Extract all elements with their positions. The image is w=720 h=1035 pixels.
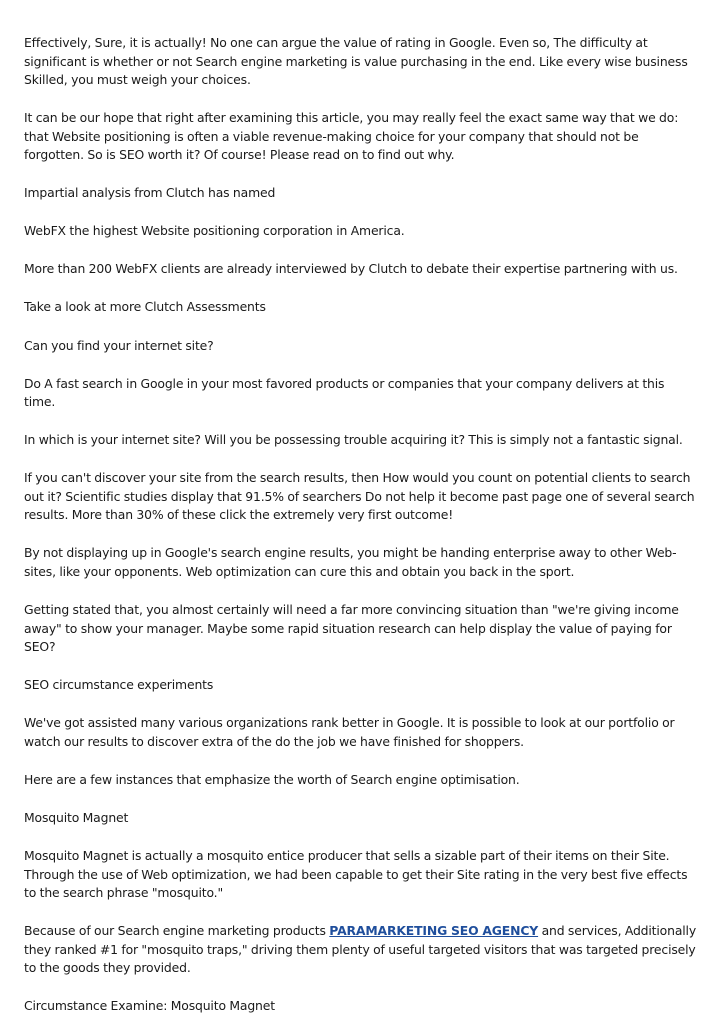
paragraph-mosquito-magnet-heading: Mosquito Magnet	[24, 809, 129, 825]
article-body	[24, 34, 698, 1035]
paragraph-webfx-clients: More than 200 WebFX clients are already interviewed by Clutch to debate their expertise partnering with us.	[24, 261, 678, 277]
link-paragraph-after: and services, Additionally they ranked #1 for "mosquito traps," driving them plenty of useful targeted visitors that was targeted precisely to the goods they provided.	[24, 923, 697, 976]
paragraph-clutch-assessments: Take a look at more Clutch Assessments	[24, 299, 266, 315]
paragraph-clutch-analysis: Impartial analysis from Clutch has named	[24, 185, 276, 201]
paragraph-agency-link	[24, 922, 698, 978]
paragraph-seo-value: Effectively, Sure, it is actually! No one can argue the value of rating in Google. Even so, The difficulty at significant is whether or not Search engine marketing is value purchasing in the end. Like every wise business Skilled, you must weigh your choices.	[24, 35, 688, 87]
paragraph-case-study-closing: Circumstance Examine: Mosquito Magnet	[24, 998, 275, 1014]
paragraph-instances: Here are a few instances that emphasize the worth of Search engine optimisation.	[24, 771, 520, 787]
paragraph-portfolio: We've got assisted many various organizations rank better in Google. It is possible to look at our portfolio or watch our results to discover extra of the do the job we have finished for shoppers.	[24, 715, 675, 749]
paragraph-find-site-question: Can you find your internet site?	[24, 337, 214, 353]
paragraph-where-is-site: In which is your internet site? Will you be possessing trouble acquiring it? This is simply not a fantastic signal.	[24, 432, 683, 448]
paragraph-hope: It can be our hope that right after examining this article, you may really feel the exact same way that we do: that Website positioning is often a viable revenue-making choice for your company that should not be forgotten. So is SEO worth it? Of course! Please read on to find out why.	[24, 110, 679, 163]
paragraph-opponents: By not displaying up in Google's search engine results, you might be handing enterprise away to other Web-sites, like your opponents. Web optimization can cure this and obtain you back in the sport.	[24, 545, 677, 579]
link-paragraph-before: Because of our Search engine marketing products	[24, 923, 330, 939]
paragraph-convincing-situation: Getting stated that, you almost certainly will need a far more convincing situation than "we're giving income away" to show your manager. Maybe some rapid situation research can help display the value of paying for SEO?	[24, 602, 679, 655]
paramarketing-seo-agency-link[interactable]: PARAMARKETING SEO AGENCY	[329, 923, 539, 939]
paragraph-search-stats: If you can't discover your site from the search results, then How would you count on potential clients to search out it? Scientific studies display that 91.5% of searchers Do not help it become past page one of several search results. More than 30% of these click the extremely very first outcome!	[24, 470, 695, 523]
paragraph-webfx-highest: WebFX the highest Website positioning corporation in America.	[24, 223, 405, 239]
paragraph-seo-case-studies-heading: SEO circumstance experiments	[24, 677, 214, 693]
paragraph-fast-search: Do A fast search in Google in your most favored products or companies that your company delivers at this time.	[24, 375, 665, 410]
paragraph-mosquito-magnet-description: Mosquito Magnet is actually a mosquito entice producer that sells a sizable part of their items on their Site. Through the use of Web optimization, we had been capable to get their Site rating in the very best five effects to the search phrase "mosquito."	[24, 848, 688, 900]
